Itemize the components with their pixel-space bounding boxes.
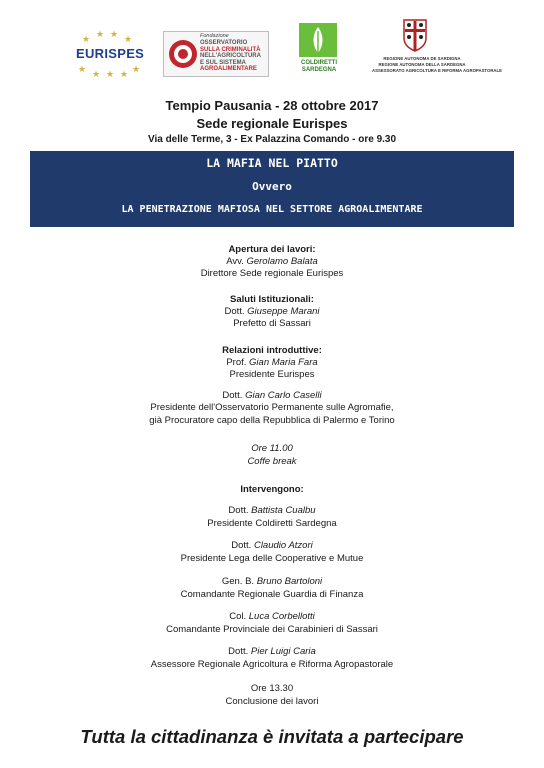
event-venue: Sede regionale Eurispes (196, 116, 348, 131)
intervengono-speaker (0, 646, 544, 657)
spike-icon (299, 23, 337, 57)
speaker-name: Gerolamo Balata (246, 256, 318, 267)
speaker-prefix: Dott. (231, 540, 252, 551)
target-icon (168, 39, 198, 69)
coldiretti-line: COLDIRETTI (301, 60, 337, 66)
speaker-prefix: Dott. (228, 505, 249, 516)
speaker-name: Giuseppe Marani (247, 306, 320, 317)
conclusione-label: Conclusione dei lavori (225, 696, 319, 707)
speaker-prefix: Dott. (222, 390, 243, 401)
eurispes-wordmark: EURISPES (76, 46, 145, 61)
relazioni-speaker (0, 390, 544, 401)
relazioni-speaker (0, 357, 544, 368)
intervengono-role: Comandante Provinciale dei Carabinieri di Sassari (166, 624, 378, 635)
svg-text:★: ★ (92, 69, 101, 78)
osservatorio-line: SULLA CRIMINALITÀ (200, 46, 261, 53)
intervengono-heading: Intervengono: (240, 484, 304, 495)
svg-text:★: ★ (110, 29, 119, 39)
closing-invitation: Tutta la cittadinanza è invitata a partecipare (80, 726, 464, 747)
intervengono-speaker (0, 540, 544, 551)
eurispes-logo (74, 28, 146, 78)
speaker-prefix: Col. (229, 611, 247, 622)
speaker-name: Battista Cualbu (251, 505, 316, 516)
svg-text:★: ★ (106, 69, 115, 78)
speaker-name: Claudio Atzori (253, 540, 313, 551)
intervengono-speaker (0, 611, 544, 622)
osservatorio-line: E SUL SISTEMA (200, 59, 246, 66)
relazioni-role: Presidente dell'Osservatorio Permanente sulle Agromafie, (150, 402, 394, 413)
svg-text:★: ★ (78, 64, 87, 74)
intervengono-speaker (0, 576, 544, 587)
relazioni-heading: Relazioni introduttive: (222, 345, 322, 356)
osservatorio-line: AGROALIMENTARE (200, 66, 257, 72)
regione-line: ASSESSORATO AGRICOLTURA E RIFORMA AGROPASTORALE (372, 68, 503, 73)
speaker-prefix: Dott. (224, 306, 245, 317)
sardinia-coat-of-arms-icon (402, 18, 428, 52)
svg-text:★: ★ (124, 34, 133, 44)
coldiretti-wordmark (294, 60, 344, 73)
osservatorio-fondazione: Fondazione (200, 33, 229, 39)
svg-text:★: ★ (120, 69, 129, 78)
svg-text:★: ★ (132, 64, 141, 74)
relazioni-role: già Procuratore capo della Repubblica di Palermo e Torino (149, 415, 395, 426)
apertura-role: Direttore Sede regionale Eurispes (200, 268, 344, 279)
osservatorio-logo (163, 31, 269, 77)
apertura-speaker (0, 256, 544, 267)
speaker-prefix: Dott. (228, 646, 249, 657)
regione-line: REGIONE AUTONOMA DELLA SARDEGNA (378, 62, 466, 67)
speaker-name: Luca Corbellotti (248, 611, 315, 622)
saluti-heading: Saluti Istituzionali: (230, 294, 314, 305)
conclusione-time: Ore 13.30 (250, 683, 294, 694)
speaker-prefix: Gen. B. (221, 576, 255, 587)
intervengono-role: Comandante Regionale Guardia di Finanza (180, 589, 364, 600)
intervengono-role: Assessore Regionale Agricoltura e Riforma Agropastorale (150, 659, 394, 670)
speaker-prefix: Avv. (226, 256, 244, 267)
title-connector: Ovvero (252, 180, 292, 193)
speaker-name: Gian Maria Fara (249, 357, 318, 368)
speaker-prefix: Prof. (226, 357, 247, 368)
logo-strip (0, 0, 544, 90)
svg-text:★: ★ (96, 29, 105, 39)
title-subtitle: LA PENETRAZIONE MAFIOSA NEL SETTORE AGROALIMENTARE (121, 204, 423, 215)
svg-text:★: ★ (82, 34, 91, 44)
coldiretti-line: SARDEGNA (301, 66, 337, 73)
osservatorio-line: OSSERVATORIO (200, 40, 248, 46)
intervengono-speaker (0, 505, 544, 516)
osservatorio-name (200, 40, 266, 73)
intervengono-role: Presidente Lega delle Cooperative e Mutue (180, 553, 364, 564)
event-place-date: Tempio Pausania - 28 ottobre 2017 (165, 98, 379, 113)
speaker-name: Gian Carlo Caselli (245, 390, 322, 401)
apertura-heading: Apertura dei lavori: (228, 244, 316, 255)
saluti-speaker (0, 306, 544, 317)
break-label: Coffe break (247, 456, 297, 467)
speaker-name: Pier Luigi Caria (250, 646, 316, 657)
intervengono-role: Presidente Coldiretti Sardegna (207, 518, 337, 529)
title-band (30, 151, 514, 227)
regione-sardegna-logo (372, 18, 503, 78)
coldiretti-emblem (299, 23, 337, 57)
osservatorio-line: NELL'AGRICOLTURA (200, 53, 261, 59)
saluti-role: Prefetto di Sassari (233, 318, 311, 329)
coldiretti-logo (298, 23, 340, 75)
break-time: Ore 11.00 (251, 443, 293, 454)
event-address: Via delle Terme, 3 - Ex Palazzina Comando - ore 9.30 (147, 134, 397, 145)
title-main: LA MAFIA NEL PIATTO (206, 156, 338, 170)
regione-line: REGIONE AUTONOMA DE SARDIGNA (383, 56, 461, 61)
speaker-name: Bruno Bartoloni (256, 576, 323, 587)
relazioni-role: Presidente Eurispes (229, 369, 315, 380)
